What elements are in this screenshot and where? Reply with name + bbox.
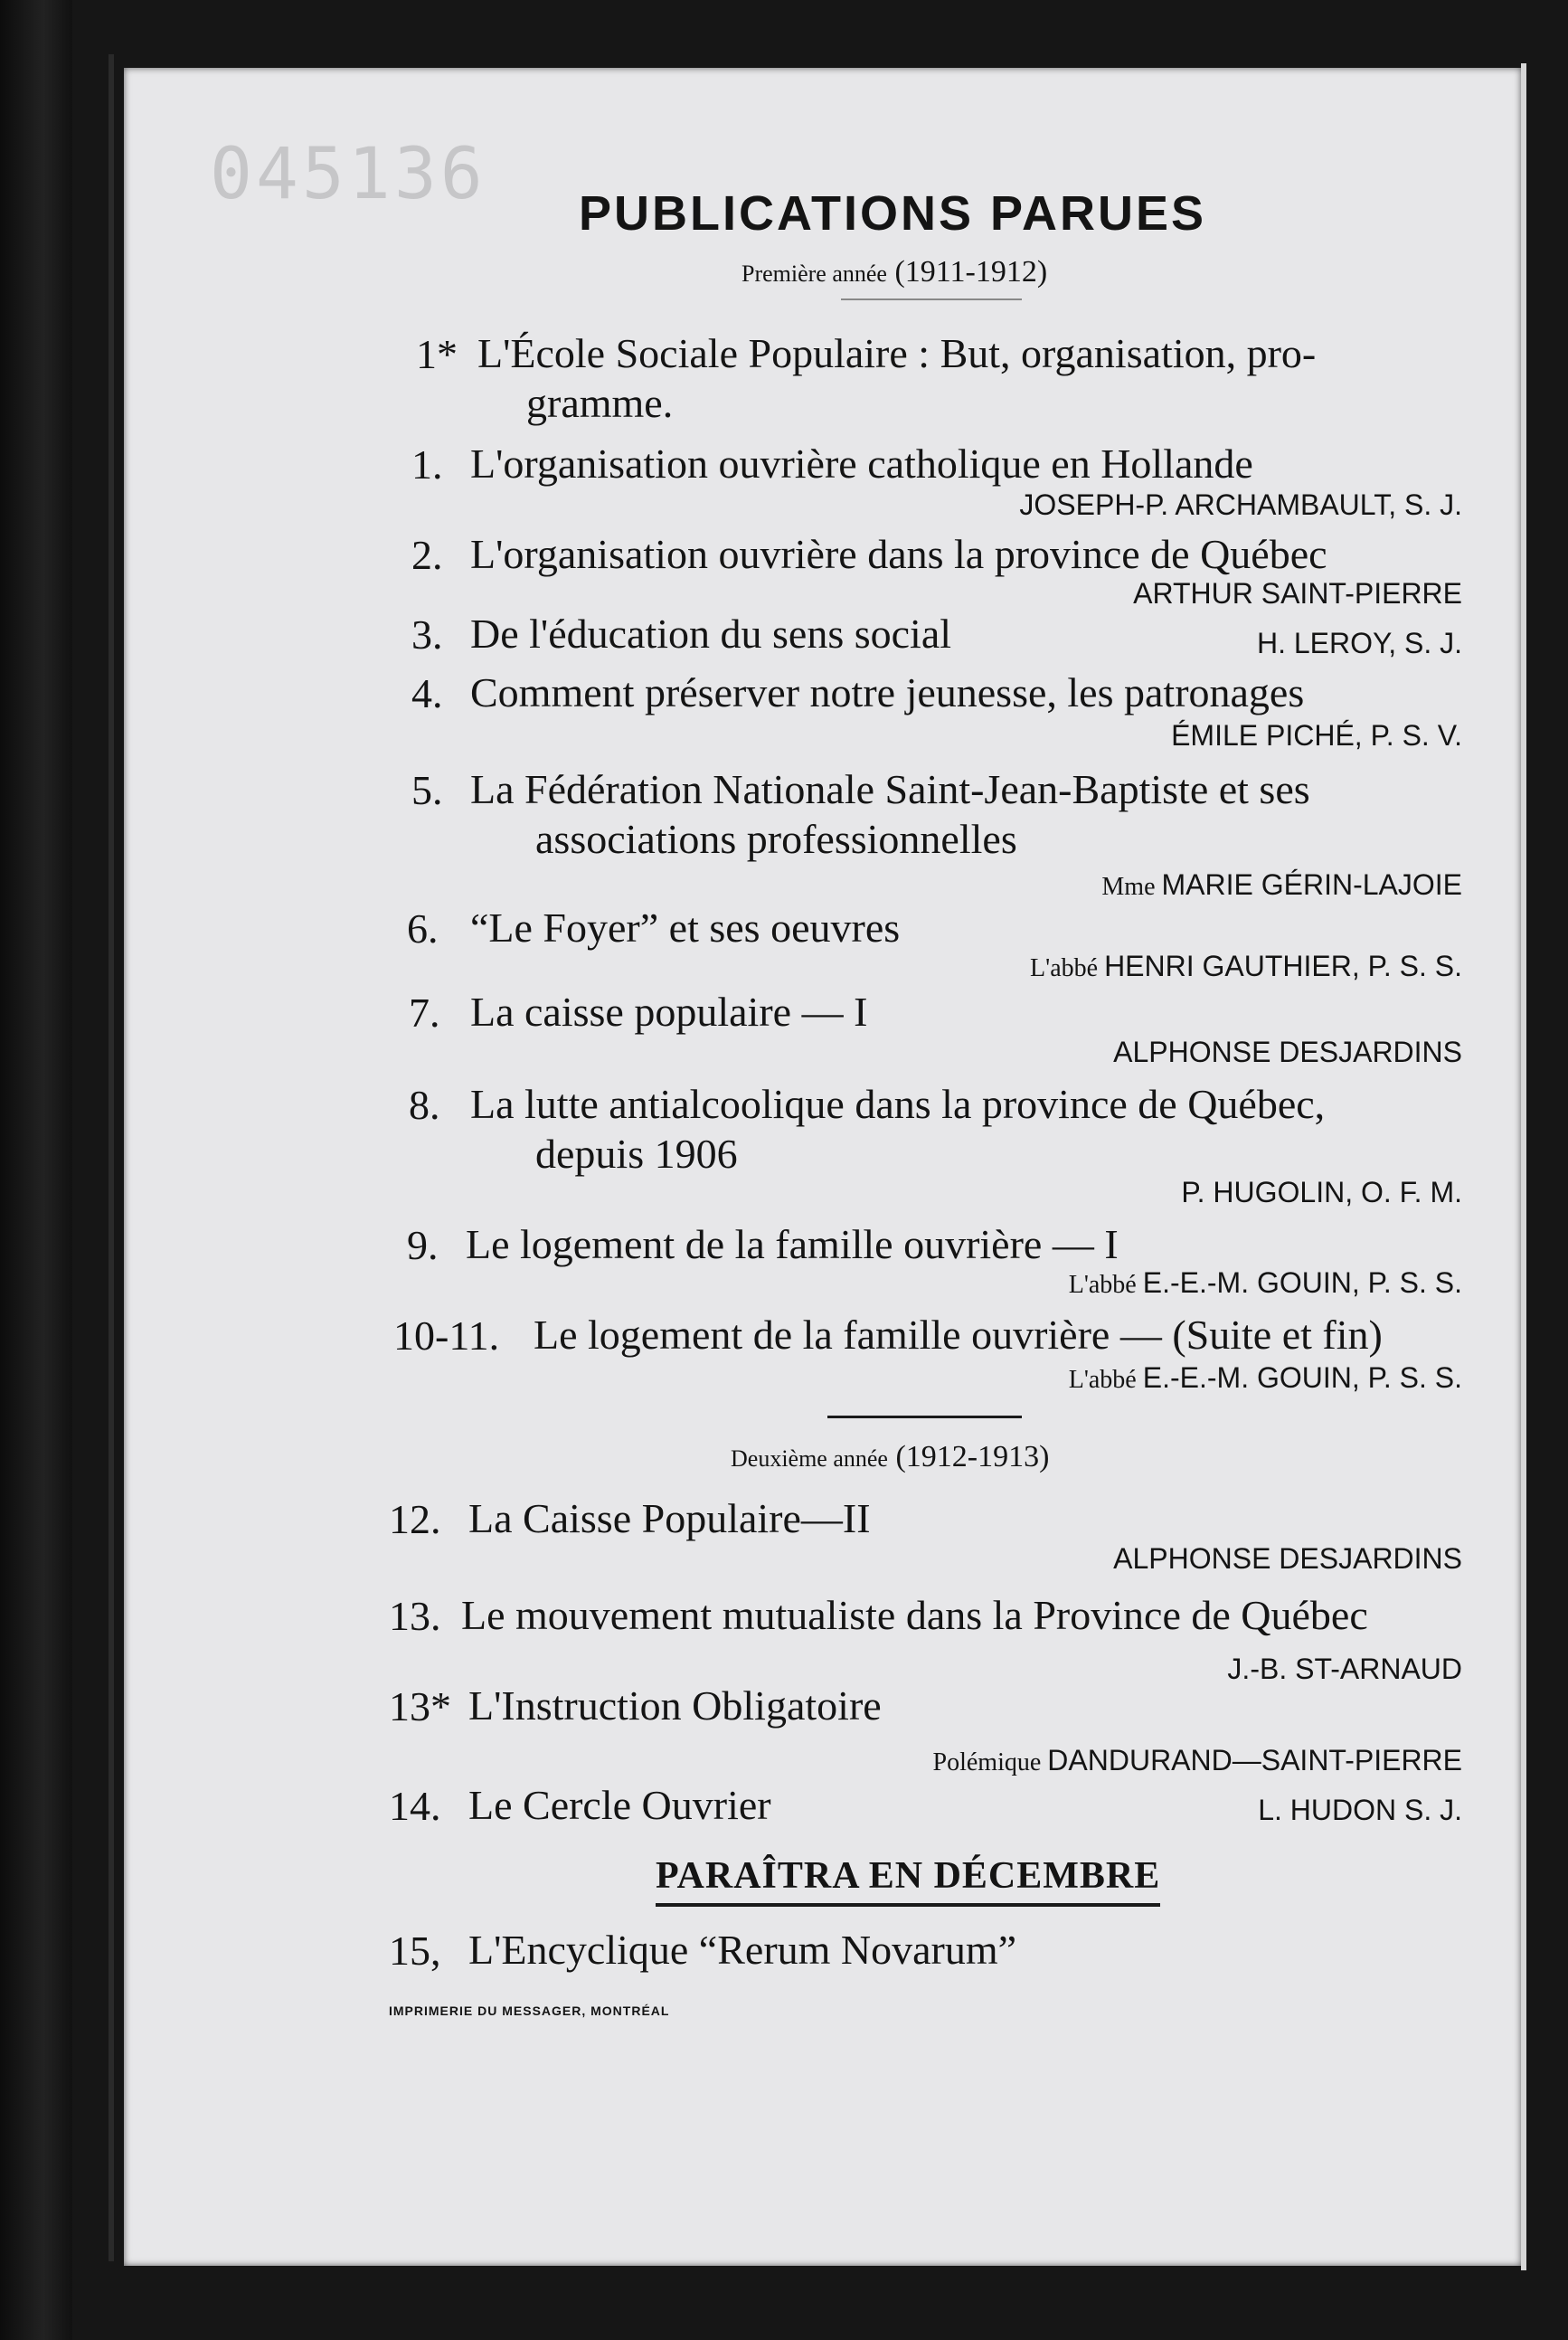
author-name: P. HUGOLIN, O. F. M. [1181, 1176, 1462, 1208]
author-prefix: Mme [1101, 873, 1162, 901]
author-name: L. HUDON S. J. [1258, 1794, 1462, 1826]
entry-author [1133, 577, 1462, 611]
entry-author [1181, 1176, 1462, 1209]
year1-subtitle [741, 255, 1047, 289]
section-divider [827, 1416, 1022, 1418]
entry-author [933, 1744, 1462, 1777]
archive-stamp: 045136 [210, 134, 486, 215]
author-name: E.-E.-M. GOUIN, P. S. S. [1142, 1361, 1462, 1394]
author-name: DANDURAND—SAINT-PIERRE [1047, 1744, 1462, 1776]
entry-title: L'organisation ouvrière dans la province de Québec [470, 531, 1327, 577]
entry-number: 5. [411, 767, 443, 813]
author-prefix: Polémique [932, 1748, 1048, 1776]
entry-title: La Fédération Nationale Saint-Jean-Baptiste et ses [470, 766, 1310, 812]
author-name: ÉMILE PICHÉ, P. S. V. [1171, 719, 1462, 752]
upcoming-number: 15, [389, 1928, 441, 1974]
entry-number: 10-11. [393, 1312, 500, 1359]
entry-title: Comment préserver notre jeunesse, les patronages [470, 669, 1305, 715]
entry-number: 3. [411, 611, 443, 658]
title-rule [841, 298, 1022, 300]
entry-number: 14. [389, 1783, 441, 1829]
entry-number: 8. [409, 1082, 440, 1128]
entry-title-continued: gramme. [526, 380, 674, 426]
entry-title: L'organisation ouvrière catholique en Hollande [470, 441, 1253, 487]
entry-author [1113, 1036, 1462, 1069]
upcoming-heading: PARAÎTRA EN DÉCEMBRE [656, 1854, 1160, 1907]
entry-number: 2. [411, 532, 443, 578]
author-name: MARIE GÉRIN-LAJOIE [1161, 868, 1462, 901]
author-name: JOSEPH-P. ARCHAMBAULT, S. J. [1019, 488, 1462, 521]
entry-author [1101, 868, 1462, 902]
entry-number: 1. [411, 441, 443, 488]
entry-number: 7. [409, 990, 440, 1036]
author-name: E.-E.-M. GOUIN, P. S. S. [1142, 1266, 1462, 1299]
year2-label: Deuxième année [731, 1445, 888, 1472]
author-prefix: L'abbé [1030, 954, 1105, 982]
page-edge [1521, 63, 1526, 2270]
entry-number: 9. [407, 1222, 439, 1268]
entry-author [1030, 950, 1462, 983]
entry-author [1257, 627, 1462, 660]
entry-title: La caisse populaire — I [470, 989, 868, 1035]
entry-title: La Caisse Populaire—II [468, 1495, 871, 1541]
entry-title-continued: associations professionnelles [535, 816, 1017, 862]
entry-author [1019, 488, 1462, 522]
entry-title: “Le Foyer” et ses oeuvres [470, 905, 901, 951]
film-edge [0, 0, 72, 2340]
entry-number: 4. [411, 670, 443, 716]
entry-number: 13. [389, 1593, 441, 1639]
entry-author [1227, 1653, 1462, 1686]
entry-title: Le logement de la famille ouvrière — I [466, 1221, 1119, 1267]
author-name: HENRI GAUTHIER, P. S. S. [1104, 950, 1462, 982]
author-prefix: L'abbé [1068, 1271, 1143, 1299]
entry-title: L'École Sociale Populaire : But, organisation, pro- [477, 330, 1317, 376]
upcoming-title: L'Encyclique “Rerum Novarum” [468, 1927, 1017, 1973]
entry-title: L'Instruction Obligatoire [468, 1682, 882, 1729]
entry-title-continued: depuis 1906 [535, 1131, 738, 1177]
entry-author [1258, 1794, 1462, 1827]
binding-edge [109, 54, 114, 2261]
entry-number: 1* [416, 331, 458, 377]
printer-imprint: IMPRIMERIE DU MESSAGER, MONTRÉAL [389, 2004, 670, 2018]
entry-title: Le mouvement mutualiste dans la Province de Québec [461, 1592, 1368, 1638]
author-name: ALPHONSE DESJARDINS [1113, 1542, 1462, 1575]
year2-range: (1912-1913) [895, 1440, 1050, 1473]
entry-title: Le Cercle Ouvrier [468, 1782, 771, 1828]
year1-range: (1911-1912) [894, 255, 1048, 289]
author-name: J.-B. ST-ARNAUD [1227, 1653, 1462, 1685]
entry-author [1069, 1361, 1462, 1395]
entry-author [1113, 1542, 1462, 1576]
entry-number: 13* [389, 1683, 451, 1729]
entry-title: Le logement de la famille ouvrière — (Suite et fin) [534, 1312, 1383, 1358]
year1-label: Première année [741, 261, 887, 287]
entry-author [1171, 719, 1462, 753]
author-name: ALPHONSE DESJARDINS [1113, 1036, 1462, 1068]
author-name: H. LEROY, S. J. [1256, 627, 1462, 659]
entry-number: 6. [407, 905, 439, 952]
page-title: PUBLICATIONS PARUES [579, 186, 1207, 241]
entry-author [1069, 1266, 1462, 1300]
author-prefix: L'abbé [1068, 1366, 1143, 1394]
entry-title: De l'éducation du sens social [470, 611, 952, 657]
year2-subtitle [731, 1440, 1049, 1474]
author-name: ARTHUR SAINT-PIERRE [1133, 577, 1462, 610]
entry-number: 12. [389, 1496, 441, 1542]
entry-title: La lutte antialcoolique dans la province de Québec, [470, 1081, 1326, 1127]
